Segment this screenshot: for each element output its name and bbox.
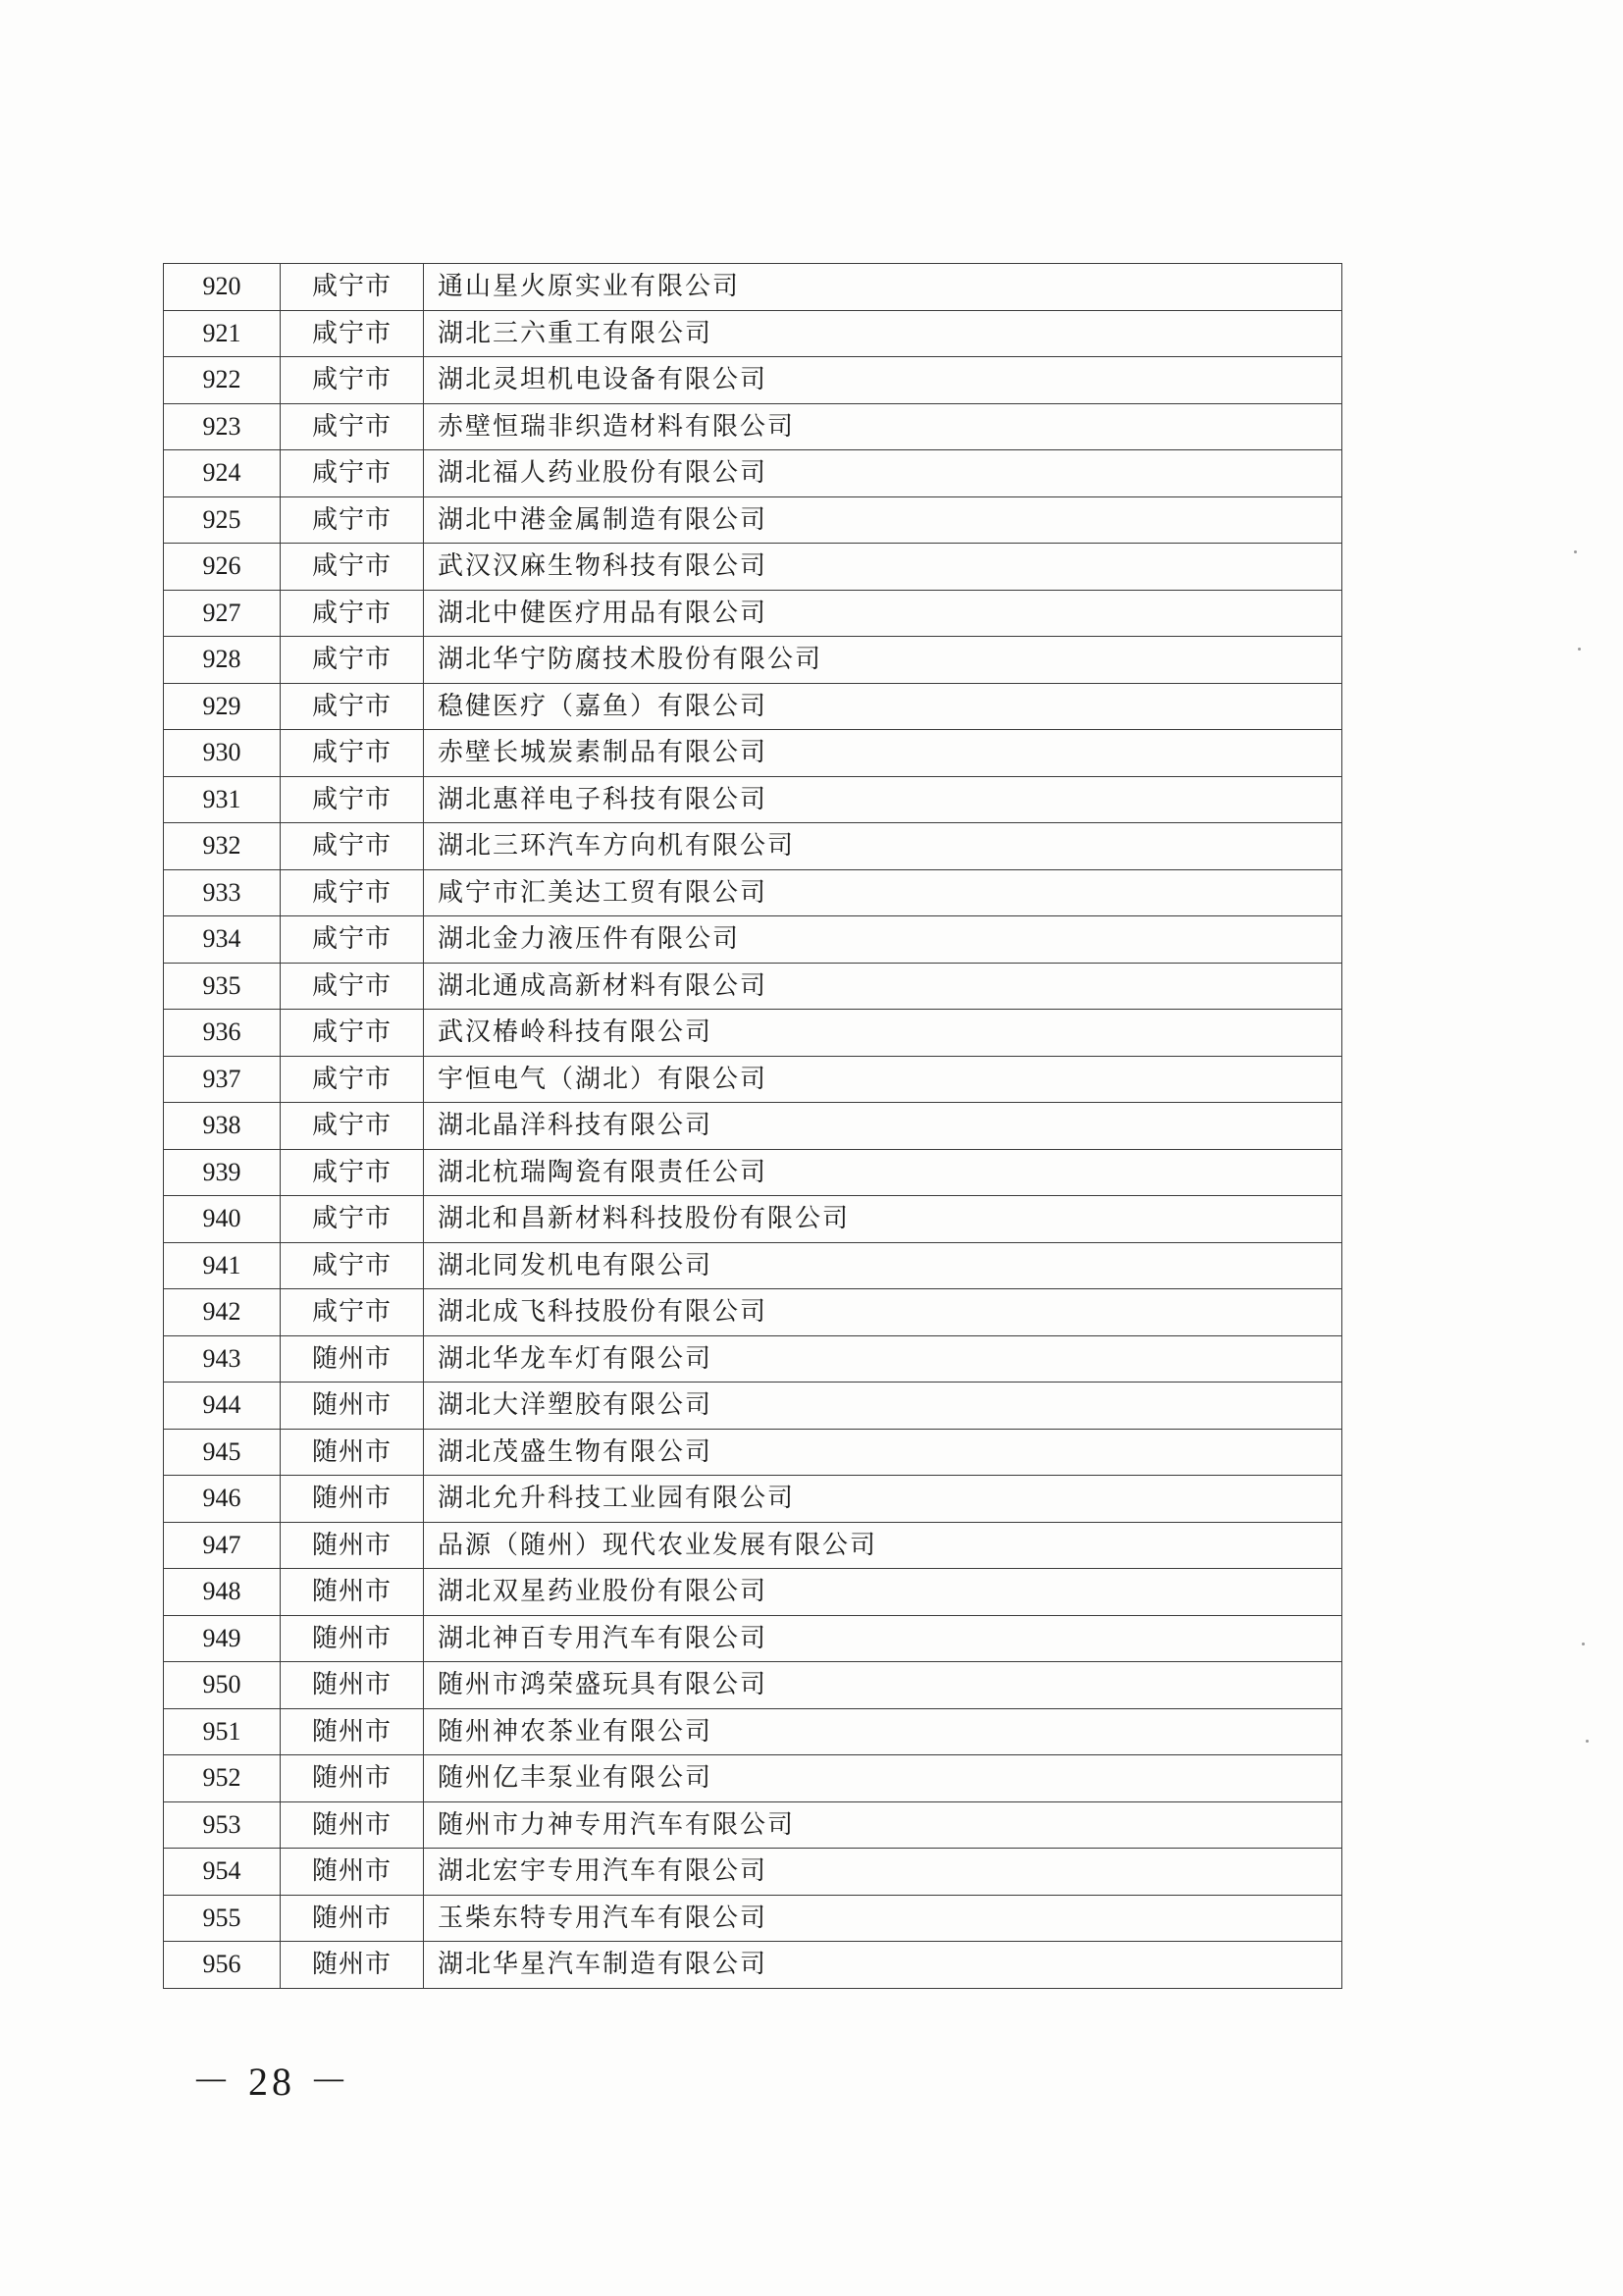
row-company-name: 湖北宏宇专用汽车有限公司 xyxy=(424,1849,1342,1896)
table-body xyxy=(164,264,1342,1989)
row-number: 927 xyxy=(164,590,281,637)
row-city: 随州市 xyxy=(281,1708,424,1755)
row-city: 咸宁市 xyxy=(281,403,424,450)
row-city: 咸宁市 xyxy=(281,1242,424,1289)
table-row xyxy=(164,776,1342,823)
table-row xyxy=(164,1289,1342,1336)
row-company-name: 湖北三六重工有限公司 xyxy=(424,310,1342,357)
row-company-name: 湖北茂盛生物有限公司 xyxy=(424,1429,1342,1476)
table-row xyxy=(164,916,1342,964)
table-row xyxy=(164,730,1342,777)
row-number: 937 xyxy=(164,1056,281,1103)
row-number: 946 xyxy=(164,1476,281,1523)
row-company-name: 赤壁长城炭素制品有限公司 xyxy=(424,730,1342,777)
table-row xyxy=(164,1895,1342,1942)
row-city: 随州市 xyxy=(281,1755,424,1802)
row-company-name: 湖北三环汽车方向机有限公司 xyxy=(424,823,1342,870)
company-list-table xyxy=(163,263,1342,1989)
row-company-name: 湖北福人药业股份有限公司 xyxy=(424,450,1342,497)
table-row xyxy=(164,357,1342,404)
row-company-name: 品源（随州）现代农业发展有限公司 xyxy=(424,1522,1342,1569)
row-city: 咸宁市 xyxy=(281,496,424,544)
row-city: 随州市 xyxy=(281,1942,424,1989)
row-city: 咸宁市 xyxy=(281,1196,424,1243)
row-company-name: 湖北中健医疗用品有限公司 xyxy=(424,590,1342,637)
row-city: 咸宁市 xyxy=(281,544,424,591)
table-row xyxy=(164,869,1342,916)
table-row xyxy=(164,1429,1342,1476)
row-city: 咸宁市 xyxy=(281,776,424,823)
table-row xyxy=(164,1103,1342,1150)
table-row xyxy=(164,1010,1342,1057)
row-city: 咸宁市 xyxy=(281,637,424,684)
row-number: 935 xyxy=(164,963,281,1010)
row-company-name: 随州市鸿荣盛玩具有限公司 xyxy=(424,1662,1342,1709)
row-number: 934 xyxy=(164,916,281,964)
row-number: 949 xyxy=(164,1615,281,1662)
row-city: 随州市 xyxy=(281,1522,424,1569)
row-city: 随州市 xyxy=(281,1569,424,1616)
row-city: 咸宁市 xyxy=(281,357,424,404)
table-row xyxy=(164,1662,1342,1709)
row-city: 随州市 xyxy=(281,1801,424,1849)
row-number: 944 xyxy=(164,1383,281,1430)
row-number: 932 xyxy=(164,823,281,870)
row-city: 咸宁市 xyxy=(281,963,424,1010)
row-number: 936 xyxy=(164,1010,281,1057)
table-row xyxy=(164,1149,1342,1196)
row-number: 925 xyxy=(164,496,281,544)
row-number: 950 xyxy=(164,1662,281,1709)
row-company-name: 随州神农茶业有限公司 xyxy=(424,1708,1342,1755)
table-row xyxy=(164,403,1342,450)
row-company-name: 湖北金力液压件有限公司 xyxy=(424,916,1342,964)
row-city: 随州市 xyxy=(281,1383,424,1430)
scan-speck xyxy=(1586,1740,1589,1743)
row-company-name: 湖北中港金属制造有限公司 xyxy=(424,496,1342,544)
row-number: 953 xyxy=(164,1801,281,1849)
row-company-name: 湖北双星药业股份有限公司 xyxy=(424,1569,1342,1616)
row-company-name: 湖北华星汽车制造有限公司 xyxy=(424,1942,1342,1989)
row-city: 随州市 xyxy=(281,1476,424,1523)
row-number: 945 xyxy=(164,1429,281,1476)
table-row xyxy=(164,1242,1342,1289)
row-number: 928 xyxy=(164,637,281,684)
row-company-name: 湖北灵坦机电设备有限公司 xyxy=(424,357,1342,404)
row-number: 951 xyxy=(164,1708,281,1755)
row-company-name: 宇恒电气（湖北）有限公司 xyxy=(424,1056,1342,1103)
row-company-name: 湖北成飞科技股份有限公司 xyxy=(424,1289,1342,1336)
row-company-name: 湖北允升科技工业园有限公司 xyxy=(424,1476,1342,1523)
row-city: 咸宁市 xyxy=(281,1149,424,1196)
row-city: 随州市 xyxy=(281,1849,424,1896)
table-row xyxy=(164,1849,1342,1896)
row-city: 咸宁市 xyxy=(281,264,424,311)
row-number: 939 xyxy=(164,1149,281,1196)
row-number: 954 xyxy=(164,1849,281,1896)
scan-speck xyxy=(1578,648,1581,651)
row-city: 咸宁市 xyxy=(281,1010,424,1057)
row-number: 938 xyxy=(164,1103,281,1150)
row-number: 930 xyxy=(164,730,281,777)
row-city: 咸宁市 xyxy=(281,869,424,916)
row-number: 948 xyxy=(164,1569,281,1616)
table-row xyxy=(164,963,1342,1010)
row-city: 随州市 xyxy=(281,1895,424,1942)
table-row xyxy=(164,823,1342,870)
row-number: 931 xyxy=(164,776,281,823)
row-city: 咸宁市 xyxy=(281,916,424,964)
table-row xyxy=(164,1522,1342,1569)
table-row xyxy=(164,1755,1342,1802)
row-city: 咸宁市 xyxy=(281,1103,424,1150)
table-row xyxy=(164,683,1342,730)
row-company-name: 湖北惠祥电子科技有限公司 xyxy=(424,776,1342,823)
row-company-name: 湖北晶洋科技有限公司 xyxy=(424,1103,1342,1150)
row-company-name: 湖北神百专用汽车有限公司 xyxy=(424,1615,1342,1662)
row-number: 941 xyxy=(164,1242,281,1289)
row-company-name: 咸宁市汇美达工贸有限公司 xyxy=(424,869,1342,916)
row-city: 随州市 xyxy=(281,1335,424,1383)
table-row xyxy=(164,1335,1342,1383)
row-number: 940 xyxy=(164,1196,281,1243)
table-row xyxy=(164,1569,1342,1616)
table-row xyxy=(164,496,1342,544)
table-row xyxy=(164,1801,1342,1849)
row-company-name: 赤壁恒瑞非织造材料有限公司 xyxy=(424,403,1342,450)
row-city: 随州市 xyxy=(281,1615,424,1662)
table-row xyxy=(164,544,1342,591)
row-number: 926 xyxy=(164,544,281,591)
row-company-name: 武汉汉麻生物科技有限公司 xyxy=(424,544,1342,591)
row-company-name: 稳健医疗（嘉鱼）有限公司 xyxy=(424,683,1342,730)
row-number: 956 xyxy=(164,1942,281,1989)
row-number: 923 xyxy=(164,403,281,450)
scan-speck xyxy=(1574,550,1577,553)
table-row xyxy=(164,1476,1342,1523)
row-number: 955 xyxy=(164,1895,281,1942)
row-city: 咸宁市 xyxy=(281,823,424,870)
row-number: 942 xyxy=(164,1289,281,1336)
row-company-name: 湖北通成高新材料有限公司 xyxy=(424,963,1342,1010)
row-company-name: 湖北华龙车灯有限公司 xyxy=(424,1335,1342,1383)
row-company-name: 随州市力神专用汽车有限公司 xyxy=(424,1801,1342,1849)
row-city: 随州市 xyxy=(281,1429,424,1476)
row-company-name: 玉柴东特专用汽车有限公司 xyxy=(424,1895,1342,1942)
scan-speck xyxy=(1582,1643,1585,1645)
row-number: 921 xyxy=(164,310,281,357)
row-city: 咸宁市 xyxy=(281,683,424,730)
row-company-name: 湖北华宁防腐技术股份有限公司 xyxy=(424,637,1342,684)
table-row xyxy=(164,1196,1342,1243)
row-company-name: 湖北同发机电有限公司 xyxy=(424,1242,1342,1289)
table-row xyxy=(164,310,1342,357)
row-company-name: 随州亿丰泵业有限公司 xyxy=(424,1755,1342,1802)
table-row xyxy=(164,1056,1342,1103)
row-city: 咸宁市 xyxy=(281,1056,424,1103)
table-row xyxy=(164,1615,1342,1662)
table-row xyxy=(164,1942,1342,1989)
row-number: 933 xyxy=(164,869,281,916)
row-company-name: 湖北杭瑞陶瓷有限责任公司 xyxy=(424,1149,1342,1196)
row-number: 943 xyxy=(164,1335,281,1383)
table-row xyxy=(164,1383,1342,1430)
row-company-name: 武汉椿岭科技有限公司 xyxy=(424,1010,1342,1057)
row-number: 929 xyxy=(164,683,281,730)
table-row xyxy=(164,264,1342,311)
row-company-name: 湖北大洋塑胶有限公司 xyxy=(424,1383,1342,1430)
row-city: 咸宁市 xyxy=(281,1289,424,1336)
table-row xyxy=(164,637,1342,684)
row-company-name: 通山星火原实业有限公司 xyxy=(424,264,1342,311)
row-company-name: 湖北和昌新材料科技股份有限公司 xyxy=(424,1196,1342,1243)
table-row xyxy=(164,1708,1342,1755)
row-city: 咸宁市 xyxy=(281,590,424,637)
table-row xyxy=(164,590,1342,637)
row-number: 924 xyxy=(164,450,281,497)
row-city: 咸宁市 xyxy=(281,310,424,357)
row-number: 922 xyxy=(164,357,281,404)
table-row xyxy=(164,450,1342,497)
row-number: 952 xyxy=(164,1755,281,1802)
page-number: － 28 － xyxy=(191,2060,352,2104)
row-city: 咸宁市 xyxy=(281,450,424,497)
row-number: 920 xyxy=(164,264,281,311)
row-city: 咸宁市 xyxy=(281,730,424,777)
row-number: 947 xyxy=(164,1522,281,1569)
row-city: 随州市 xyxy=(281,1662,424,1709)
